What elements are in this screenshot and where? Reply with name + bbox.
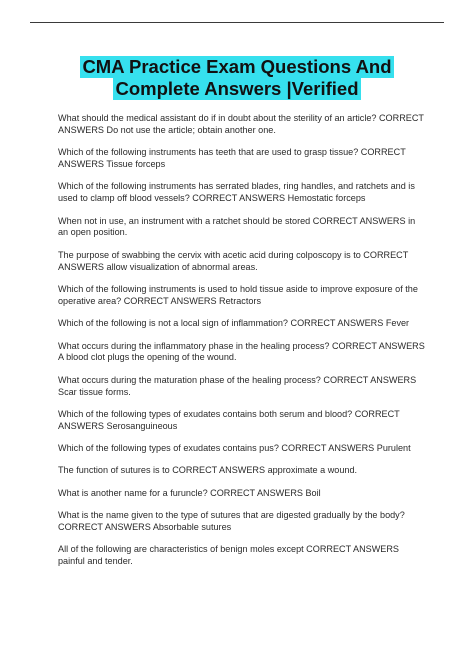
qa-item: Which of the following types of exudates contains pus? CORRECT ANSWERS Purulent: [58, 443, 411, 454]
title-line-1: CMA Practice Exam Questions And: [82, 56, 392, 77]
qa-item: What is another name for a furuncle? CORRECT ANSWERS Boil: [58, 487, 321, 498]
qa-item: When not in use, an instrument with a ratchet should be stored CORRECT ANSWERS in an open position.: [58, 215, 416, 238]
top-divider: [30, 22, 444, 23]
qa-item: What should the medical assistant do if in doubt about the sterility of an article? CORRECT ANSWERS Do not use the article; obtain another one.: [58, 113, 424, 135]
qa-item: Which of the following types of exudates contains both serum and blood? CORRECT ANSWERS Serosanguineous: [58, 408, 400, 431]
qa-item: What occurs during the maturation phase of the healing process? CORRECT ANSWERS Scar tissue forms.: [58, 374, 417, 397]
qa-item: Which of the following is not a local sign of inflammation? CORRECT ANSWERS Fever: [58, 318, 410, 329]
qa-item: Which of the following instruments has serrated blades, ring handles, and ratchets and is used to clamp off blood vessels? CORRECT ANSWERS Hemostatic forceps: [58, 181, 415, 204]
document-title: [60, 56, 414, 100]
qa-item: Which of the following instruments has teeth that are used to grasp tissue? CORRECT ANSWERS Tissue forceps: [58, 147, 406, 169]
qa-item: The function of sutures is to CORRECT ANSWERS approximate a wound.: [58, 465, 358, 476]
qa-item: The purpose of swabbing the cervix with acetic acid during colposcopy is to CORRECT ANSWERS allow visualization of abnormal areas.: [58, 249, 409, 272]
qa-item: All of the following are characteristics of benign moles except CORRECT ANSWERS painful and tender.: [58, 544, 399, 567]
qa-item: What occurs during the inflammatory phase in the healing process? CORRECT ANSWERS A blood clot plugs the opening of the wound.: [58, 340, 425, 363]
qa-item: Which of the following instruments is used to hold tissue aside to improve exposure of the operative area? CORRECT ANSWERS Retractors: [58, 283, 418, 306]
question-answer-list: [58, 113, 426, 579]
qa-item: What is the name given to the type of sutures that are digested gradually by the body? CORRECT ANSWERS Absorbable sutures: [58, 510, 405, 533]
title-line-2: Complete Answers |Verified: [115, 78, 359, 99]
